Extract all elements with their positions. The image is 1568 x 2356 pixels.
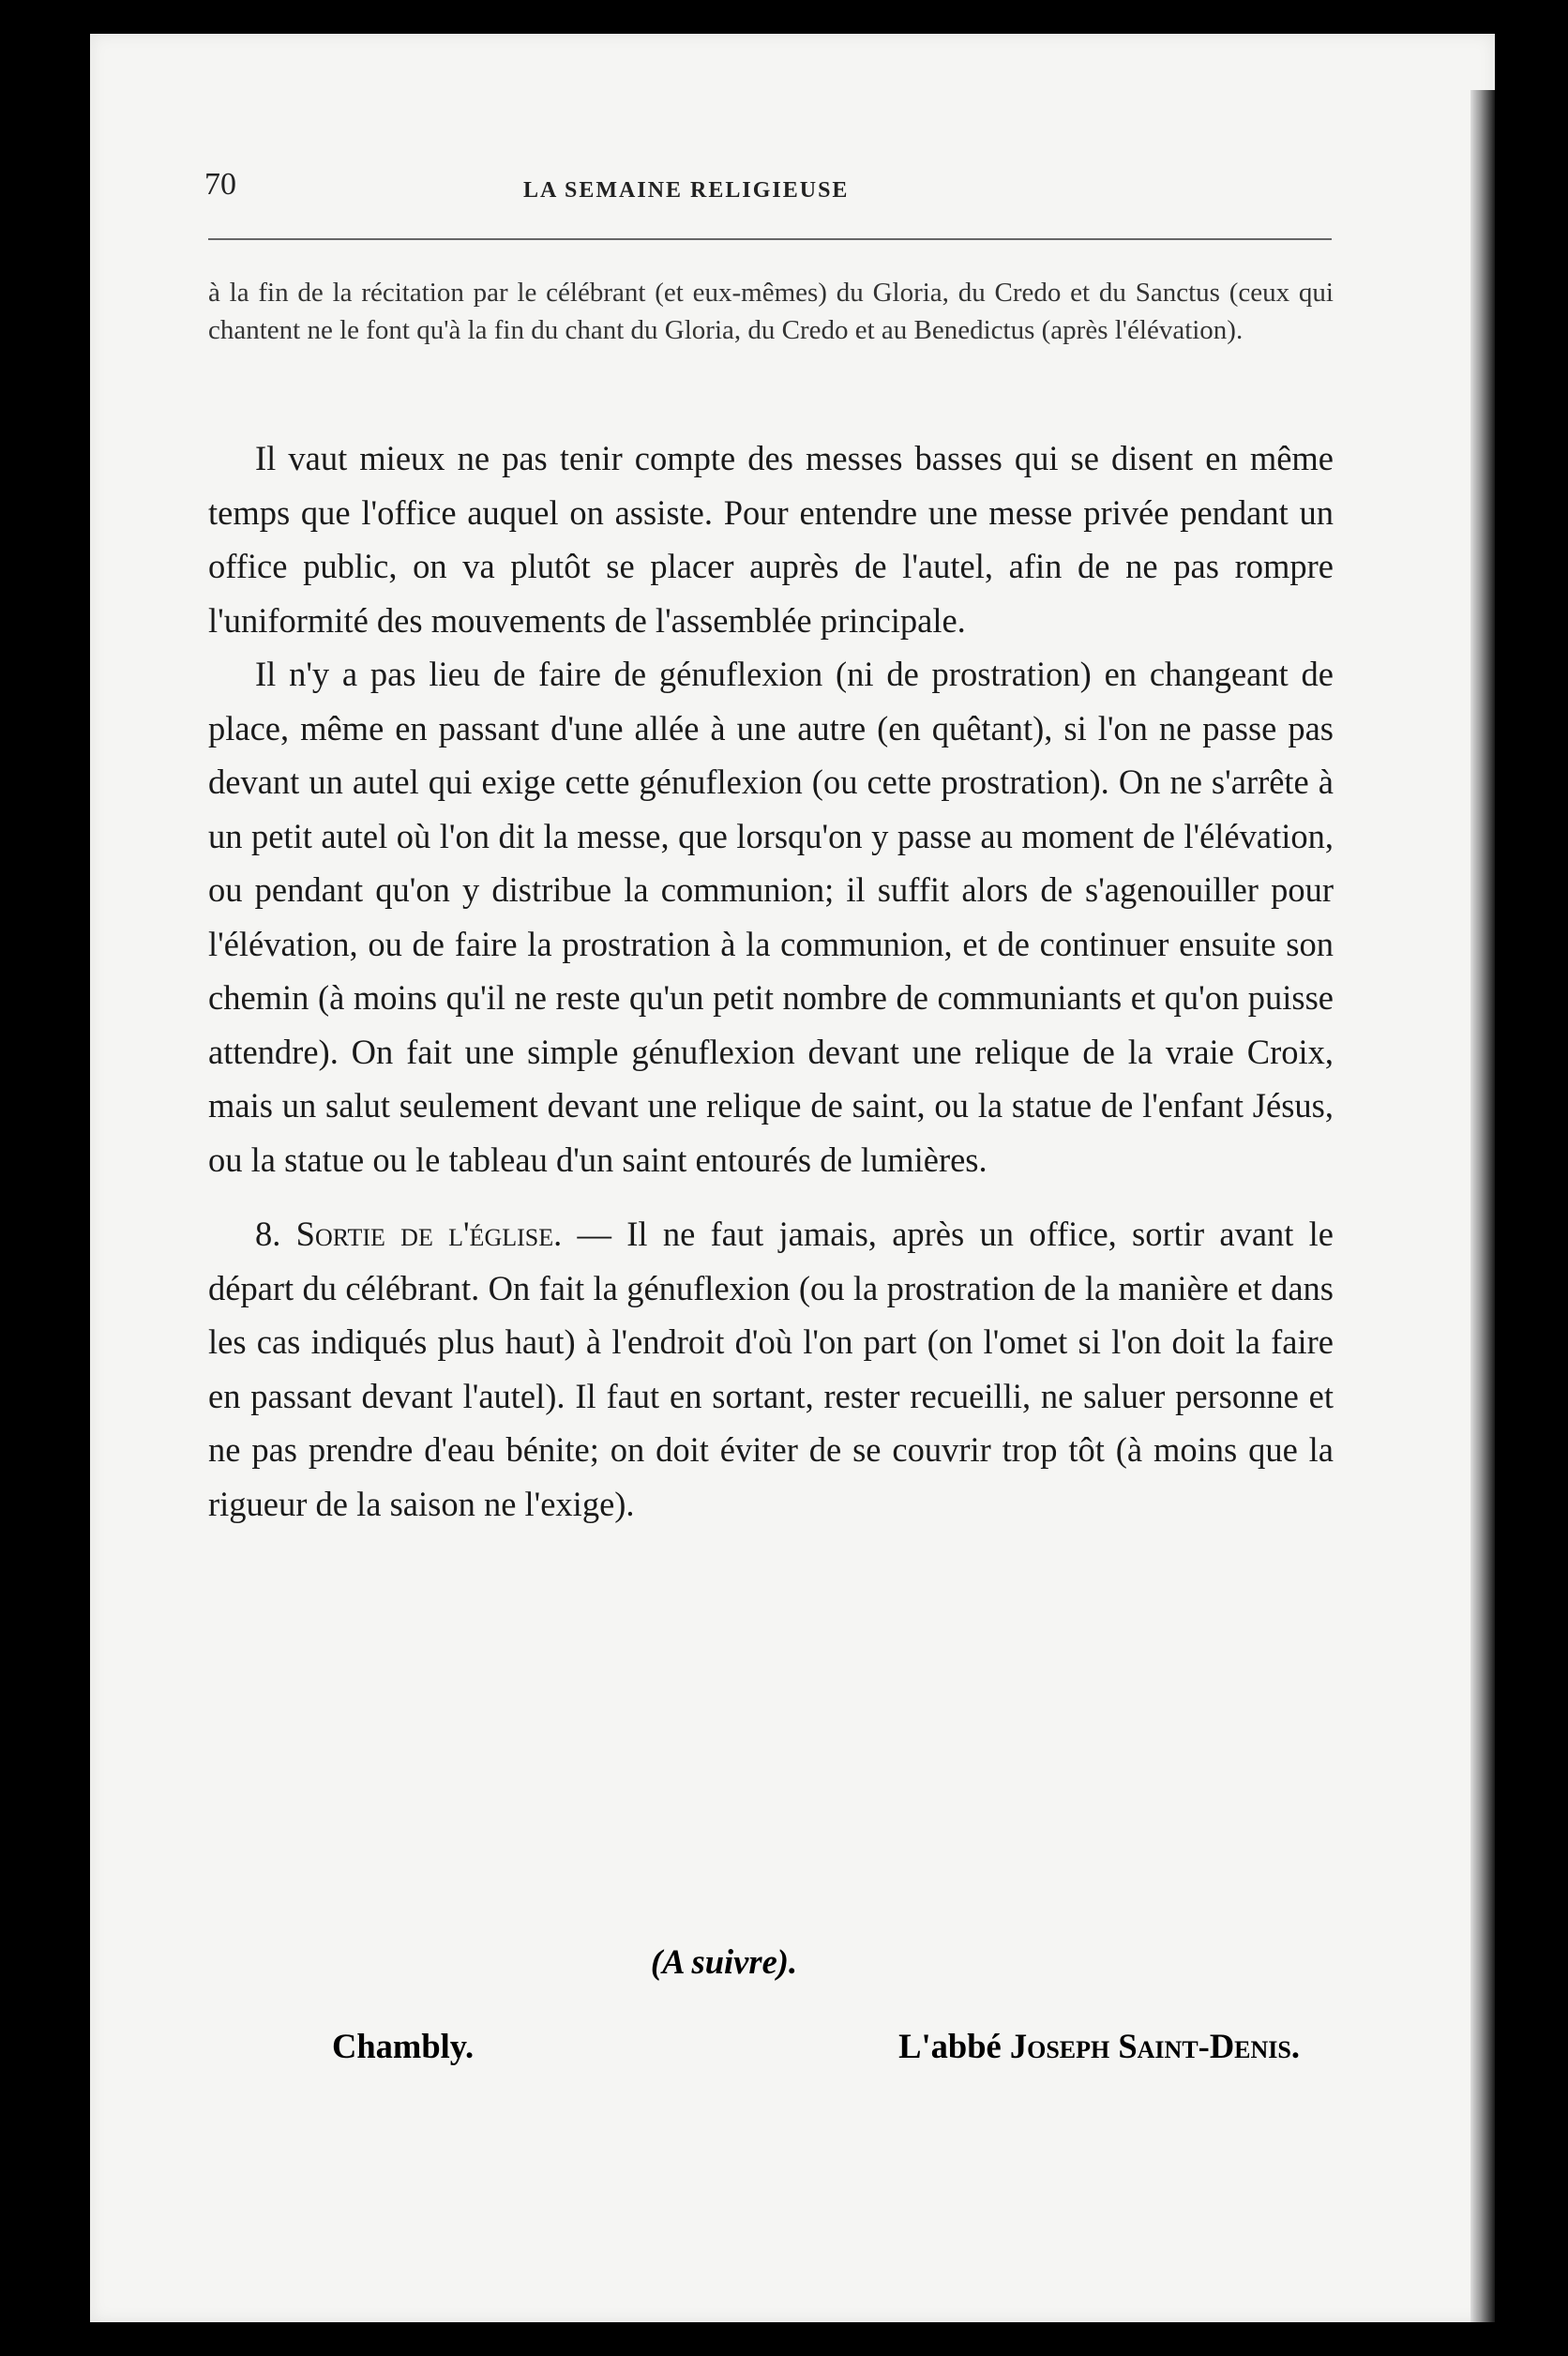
page-header bbox=[204, 167, 1330, 216]
body-text bbox=[208, 431, 1334, 1531]
section-8-paragraph bbox=[208, 1207, 1334, 1531]
paragraph-genuflexion: Il n'y a pas lieu de faire de génuflexion (ni de prostration) en changeant de place, même en passant d'une allée à une autre (en quêtant), si l'on ne passe pas devant un autel qui exige cette génuflexion (ou cette prostration). On ne s'arrête à un petit autel où l'on dit la messe, que lorsqu'on y passe au moment de l'élévation, ou pendant qu'on y distribue la communion; il suffit alors de s'agenouiller pour l'élévation, ou de faire la prostration à la communion, et de continuer ensuite son chemin (à moins qu'il ne reste qu'un petit nombre de communiants et qu'on puisse attendre). On fait une simple génuflexion devant une relique de la vraie Croix, mais un salut seulement devant une relique de saint, ou la statue de l'enfant Jésus, ou la statue ou le tableau d'un saint entourés de lumières. bbox=[208, 655, 1334, 1179]
signature-place: Chambly. bbox=[332, 2027, 475, 2065]
section-text: — Il ne faut jamais, après un office, sortir avant le départ du célébrant. On fait la génuflexion (ou la prostration de la manière et dans les cas indiqués plus haut) à l'endroit d'où l'on part (on l'omet si l'on doit la faire en passant devant l'autel). Il faut en sortant, rester recueilli, ne saluer personne et ne pas prendre d'eau bénite; on doit éviter de se couvrir trop tôt (à moins que la rigueur de la saison ne l'exige). bbox=[208, 1215, 1334, 1523]
continuation-note: (A suivre). bbox=[650, 1942, 798, 1981]
page-number: 70 bbox=[204, 167, 236, 202]
signature-author bbox=[898, 2026, 1300, 2066]
running-head: LA SEMAINE RELIGIEUSE bbox=[523, 178, 850, 203]
section-heading: Sortie de l'église. bbox=[295, 1215, 563, 1253]
author-prefix: L'abbé bbox=[898, 2027, 1010, 2065]
paragraph-messes-basses: Il vaut mieux ne pas tenir compte des messes basses qui se disent en même temps que l'office auquel on assiste. Pour entendre une messe privée pendant un office public, on va plutôt se placer auprès de l'autel, afin de ne pas rompre l'uniformité des mouvements de l'assemblée principale. bbox=[208, 439, 1334, 640]
footnote-text: à la fin de la récitation par le célébrant (et eux-mêmes) du Gloria, du Credo et du Sanctus (ceux qui chantent ne le font qu'à la fin du chant du Gloria, du Credo et au Benedictus (après l'élévation). bbox=[208, 278, 1334, 345]
author-name: Joseph Saint-Denis. bbox=[1009, 2027, 1300, 2065]
page-edge-shadow bbox=[1470, 90, 1495, 2322]
signature-block bbox=[208, 1941, 1334, 2073]
section-number: 8. bbox=[255, 1215, 281, 1253]
header-rule bbox=[208, 238, 1332, 240]
